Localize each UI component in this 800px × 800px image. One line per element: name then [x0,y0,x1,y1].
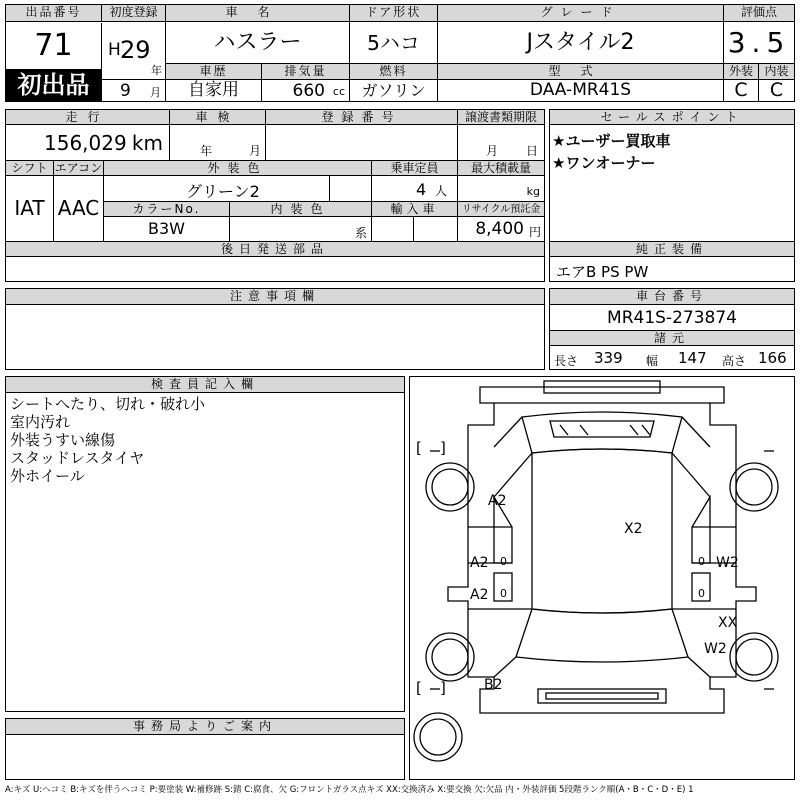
office-section [5,718,405,780]
first-listing-badge: 初出品 [6,69,102,101]
import-cell-a [372,217,414,241]
transfer-label: 譲渡書類期限 [458,110,544,125]
exterior-label: 外装 [724,64,759,80]
damage-mark-b2-rear-left: B2 [484,677,503,693]
damage-mark-w2-right-door: W2 [716,555,739,571]
year-unit: 年 [151,64,162,77]
inspector-line-3: 外装うすい線傷 [10,431,116,449]
import-cell-b [414,217,458,241]
notes-label: 注意事項欄 [6,289,544,305]
inspector-line-5: 外ホイール [10,467,85,485]
length: 339 [594,349,623,367]
damage-mark-a2-left-door: A2 [470,555,489,571]
mileage-cell [6,125,170,161]
height: 166 [758,349,787,367]
right-rear-tire [730,633,778,681]
rear-bumper [538,689,666,703]
header-section [5,4,795,102]
score: 3.5 [724,22,794,64]
transfer-cell [458,125,544,161]
bracket-right-bottom: ] [440,679,446,697]
capacity-cell [372,176,458,202]
month-unit: 月 [150,86,161,99]
load-unit: kg [526,185,540,198]
grade-label: グレード [438,5,724,22]
width-label: 幅 [646,354,659,368]
sales-point-1: ★ユーザー買取車 [552,132,671,150]
displacement-unit: cc [332,85,345,98]
bracket-left-bottom: [ [416,679,422,697]
bracket-right-top: ] [440,439,446,457]
equipment: エアB PS PW [556,263,649,281]
reg-no-label: 登録番号 [266,110,458,125]
score-label: 評価点 [724,5,794,22]
recycle: 8,400 [475,219,524,239]
inspector-line-4: スタッドレスタイヤ [10,449,145,467]
equipment-label: 純正装備 [550,241,794,257]
first-reg-month [102,80,166,101]
damage-mark-x2-roof: X2 [624,521,643,537]
color-extra-cell [330,176,372,202]
fuel-label: 燃料 [350,64,438,80]
left-front-tire [426,463,474,511]
inspector-section [5,376,405,712]
reg-no-cell [266,125,458,161]
displacement-cell [262,80,350,101]
rear-window [516,609,688,662]
shift: IAT [6,176,54,241]
ac-label: エアコン [54,161,103,175]
interior-grade: C [769,80,784,101]
color-label: 外装色 [104,161,372,176]
damage-mark-a2-left-rear: A2 [470,587,489,603]
chassis-number: MR41S-273874 [550,305,794,331]
specs-section [5,109,545,282]
height-label: 高さ [722,354,747,368]
era: H [108,40,121,60]
dims-label: 諸元 [550,331,794,346]
color-no-label: カラーNo. [104,202,230,217]
damage-mark-xx-right-rear: XX [718,615,738,631]
damage-mark-w2-right-fender: W2 [704,641,727,657]
mileage-label: 走行 [6,110,170,125]
color-cell [104,176,330,202]
reg-month: 9 [120,81,131,101]
later-parts-label: 後日発送部品 [6,241,544,257]
color-no: B3W [104,217,230,241]
bracket-left-top: [ [416,439,422,457]
capacity-label: 乗車定員 [372,161,458,176]
reg-year: 29 [120,36,151,64]
door: 5ハコ [350,22,438,64]
left-rear-tire [426,633,474,681]
zero-mark-1: 0 [500,555,507,568]
office-label: 事務局よりご案内 [6,719,404,735]
shift-label: シフト [6,161,54,176]
transfer-month-unit: 月 [486,144,499,158]
mileage-unit: km [131,131,163,155]
car-name-label: 車名 [166,5,350,22]
displacement-label: 排気量 [262,64,350,80]
grade: Jスタイル2 [438,22,724,64]
first-reg-label: 初度登録 [102,5,166,22]
windshield [522,412,682,453]
load-label: 最大積載量 [458,161,544,176]
damage-mark-a2-front-left: A2 [488,493,507,509]
right-front-tire [730,463,778,511]
width: 147 [678,349,707,367]
inspection-month-unit: 月 [248,144,261,158]
model: DAA-MR41S [438,80,724,101]
displacement: 660 [292,81,325,101]
first-reg-year [102,22,166,80]
mileage: 156,029 [44,131,127,155]
car-diagram [409,376,795,780]
load-cell [458,176,544,202]
roof [532,449,672,613]
int-color-unit: 系 [354,226,367,240]
lot-no: 71 [6,23,102,69]
notes-section [5,288,545,370]
inspection-year-unit: 年 [200,144,213,158]
interior-label: 内装 [759,64,794,80]
chassis-section [549,288,795,370]
transfer-day-unit: 日 [525,144,538,158]
sales-point-label: セールスポイント [550,110,794,125]
inspector-line-2: 室内汚れ [10,413,71,431]
exterior-grade: C [724,80,759,101]
inspection-cell [170,125,266,161]
car-name: ハスラー [166,22,350,64]
history-label: 車歴 [166,64,262,80]
fuel: ガソリン [350,80,438,101]
inspection-label: 車検 [170,110,266,125]
inspector-line-1: シートへたり、切れ・破れ小 [10,395,206,413]
recycle-cell [458,217,544,241]
car-diagram-svg [410,377,794,779]
dims-row [550,346,794,369]
sales-point-2: ★ワンオーナー [552,154,656,172]
recycle-unit: 円 [528,225,541,239]
model-label: 型式 [438,64,724,80]
spare-tire [414,713,462,761]
import-label: 輸入車 [372,202,458,217]
legend: A:キズ U:ヘコミ B:キズを伴うヘコミ P:要塗装 W:補修跡 S:錆 C:腐食、欠 G:フロントガラス点キズ XX:交換済み X:要交換 欠:欠品 内・外装評価 5段階ランク順(A・B・C・D・E) 1 [5,785,694,795]
inspector-label: 検査員記入欄 [6,377,404,393]
later-parts-value [6,257,544,281]
sales-point-section [549,109,795,282]
zero-mark-2: 0 [698,555,705,568]
right-front-door [692,497,710,563]
capacity-unit: 人 [434,184,447,198]
int-color-label: 内装色 [230,202,372,217]
zero-mark-3: 0 [500,587,507,600]
capacity: 4 [416,180,427,199]
chassis-label: 車台番号 [550,289,794,305]
length-label: 長さ [554,354,579,368]
zero-mark-4: 0 [698,587,705,600]
int-color-cell [230,217,372,241]
recycle-label: リサイクル預託金 [458,202,544,217]
ac: AAC [54,176,104,241]
lot-no-label: 出品番号 [6,5,102,22]
history: 自家用 [166,80,262,101]
color: グリーン2 [186,182,260,201]
door-label: ドア形状 [350,5,438,22]
